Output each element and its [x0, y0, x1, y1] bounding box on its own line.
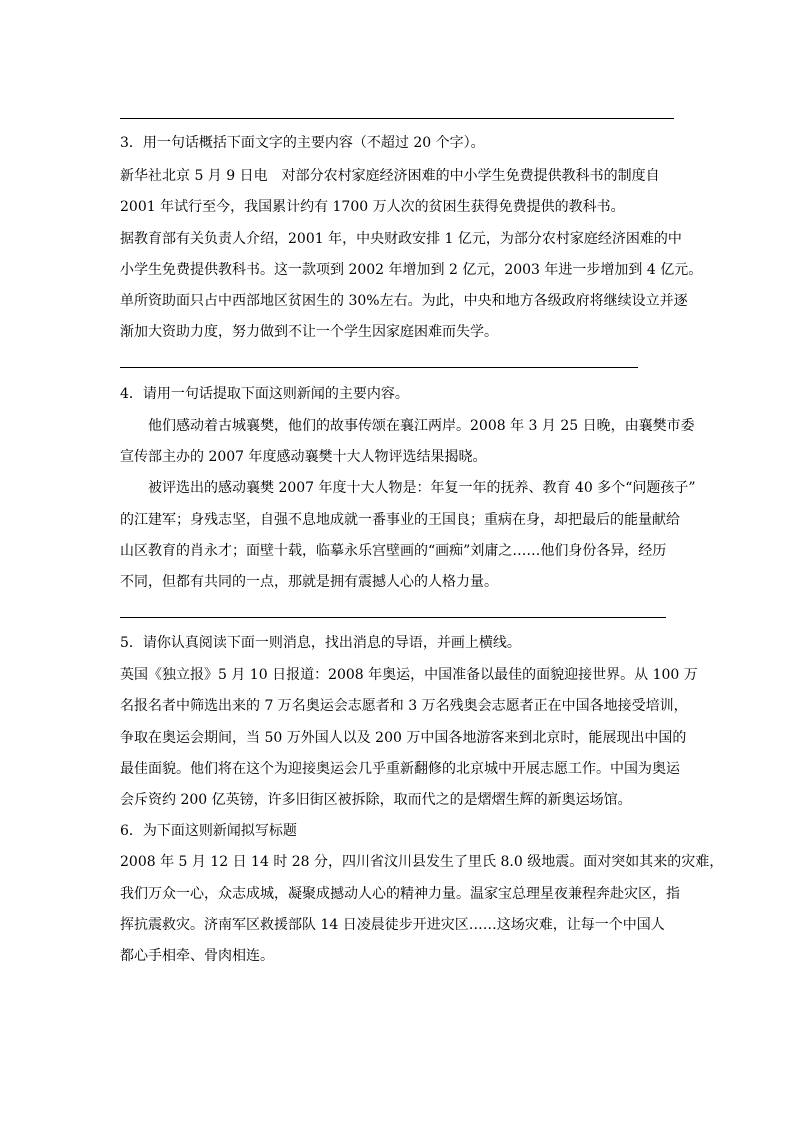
q4-text-line: 山区教育的肖永才；面壁十载，临摹永乐宫壁画的“画痴”刘庸之……他们身份各异，经历	[120, 543, 667, 559]
q4-text-line: 不同，但都有共同的一点，那就是拥有震撼人心的人格力量。	[120, 574, 498, 590]
q5-text-line: 最佳面貌。他们将在这个为迎接奥运会几乎重新翻修的北京城中开展志愿工作。中国为奥运	[120, 761, 680, 777]
q4-text-line: 的江建军；身残志坚，自强不息地成就一番事业的王国良；重病在身，却把最后的能量献给	[120, 512, 680, 528]
question-3-title: 3．用一句话概括下面文字的主要内容（不超过 20 个字）。	[120, 135, 485, 151]
q5-text-line: 争取在奥运会期间，当 50 万外国人以及 200 万中国各地游客来到北京时，能展现出中国的	[120, 730, 687, 746]
q4-text-line: 被评选出的感动襄樊 2007 年度十大人物是：年复一年的抚养、教育 40 多个“问题孩子”	[148, 480, 696, 496]
q3-text-line: 新华社北京 5 月 9 日电 对部分农村家庭经济困难的中小学生免费提供教科书的制度自	[120, 168, 660, 184]
q6-text-line: 都心手相牵、骨肉相连。	[120, 948, 274, 964]
answer-line-q2	[120, 118, 674, 119]
q5-text-line: 会斥资约 200 亿英镑，许多旧街区被拆除，取而代之的是熠熠生辉的新奥运场馆。	[120, 792, 632, 808]
answer-line-q3	[120, 367, 638, 368]
q6-text-line: 我们万众一心，众志成城，凝聚成撼动人心的精神力量。温家宝总理星夜兼程奔赴灾区，指	[120, 886, 680, 902]
question-6-title: 6．为下面这则新闻拟写标题	[120, 823, 297, 839]
q3-text-line: 2001 年试行至今，我国累计约有 1700 万人次的贫困生获得免费提供的教科书。	[120, 199, 625, 215]
q3-text-line: 渐加大资助力度，努力做到不让一个学生因家庭困难而失学。	[120, 324, 498, 340]
q5-text-line: 英国《独立报》5 月 10 日报道：2008 年奥运，中国准备以最佳的面貌迎接世界。从 100 万	[120, 667, 698, 683]
q6-text-line: 2008 年 5 月 12 日 14 时 28 分，四川省汶川县发生了里氏 8.0 级地震。面对突如其来的灾难，	[120, 854, 724, 870]
question-5-title: 5．请你认真阅读下面一则消息，找出消息的导语，并画上横线。	[120, 635, 521, 651]
q3-text-line: 据教育部有关负责人介绍，2001 年，中央财政安排 1 亿元，为部分农村家庭经济困难的中	[120, 231, 682, 247]
q6-text-line: 挥抗震救灾。济南军区救援部队 14 日凌晨徒步开进灾区……这场灾难，让每一个中国人	[120, 917, 665, 933]
q5-text-line: 名报名者中筛选出来的 7 万名奥运会志愿者和 3 万名残奥会志愿者正在中国各地接受培训，	[120, 698, 688, 714]
question-4-title: 4．请用一句话提取下面这则新闻的主要内容。	[120, 386, 409, 402]
q4-text-line: 宣传部主办的 2007 年度感动襄樊十大人物评选结果揭晓。	[120, 449, 487, 465]
q3-text-line: 小学生免费提供教科书。这一款项到 2002 年增加到 2 亿元，2003 年进一步增加到 4 亿元。	[120, 262, 703, 278]
q4-text-line: 他们感动着古城襄樊，他们的故事传颂在襄江两岸。2008 年 3 月 25 日晚，由襄樊市委	[148, 418, 695, 434]
q3-text-line: 单所资助面只占中西部地区贫困生的 30%左右。为此，中央和地方各级政府将继续设立并逐	[120, 293, 688, 309]
answer-line-q4	[120, 617, 666, 618]
